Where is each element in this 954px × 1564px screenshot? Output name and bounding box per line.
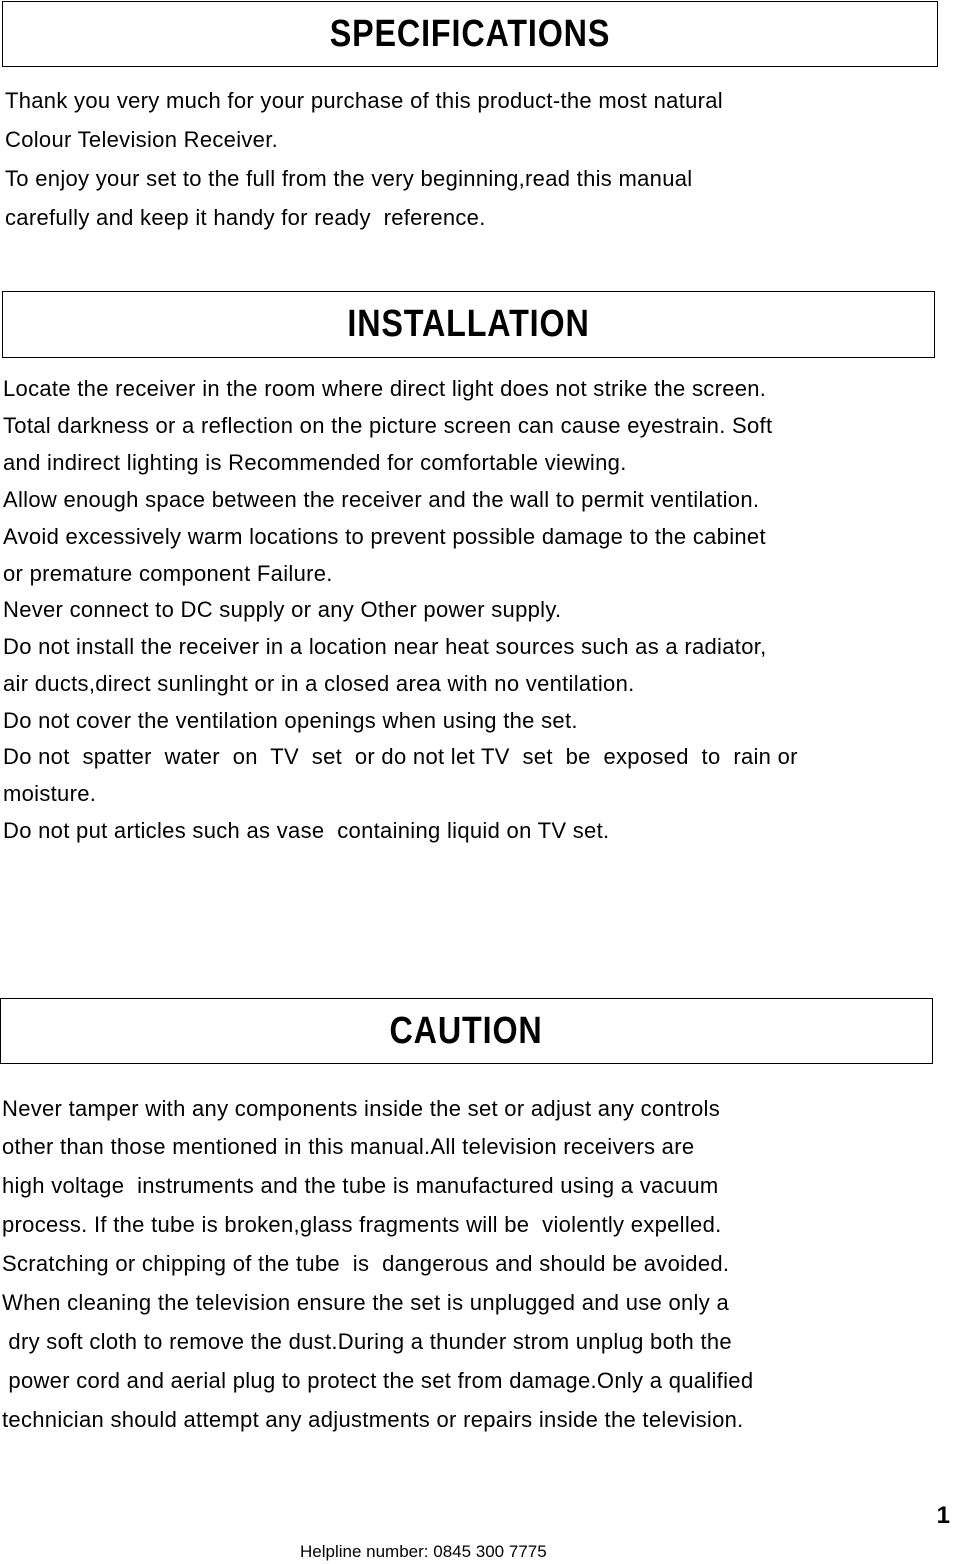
- installation-line: Never connect to DC supply or any Other power supply.: [3, 597, 562, 622]
- installation-line: moisture.: [3, 781, 97, 806]
- caution-header-box: [0, 998, 933, 1064]
- caution-line: Scratching or chipping of the tube is dangerous and should be avoided.: [2, 1251, 730, 1276]
- caution-line: other than those mentioned in this manual.All television receivers are: [2, 1134, 695, 1159]
- specifications-line: carefully and keep it handy for ready reference.: [5, 205, 486, 230]
- installation-line: Do not install the receiver in a location near heat sources such as a radiator,: [3, 634, 767, 659]
- installation-line: Avoid excessively warm locations to prevent possible damage to the cabinet: [3, 524, 766, 549]
- specifications-line: Thank you very much for your purchase of this product-the most natural: [5, 88, 723, 113]
- caution-line: power cord and aerial plug to protect the set from damage.Only a qualified: [2, 1368, 754, 1393]
- installation-line: Do not put articles such as vase containing liquid on TV set.: [3, 818, 610, 843]
- installation-line: Total darkness or a reflection on the picture screen can cause eyestrain. Soft: [3, 413, 773, 438]
- installation-header-box: [2, 291, 935, 358]
- specifications-line: To enjoy your set to the full from the very beginning,read this manual: [5, 166, 693, 191]
- specifications-header-box: [2, 1, 938, 67]
- caution-line: When cleaning the television ensure the set is unplugged and use only a: [2, 1290, 729, 1315]
- specifications-title: SPECIFICATIONS: [329, 12, 611, 55]
- installation-line: Allow enough space between the receiver and the wall to permit ventilation.: [3, 487, 760, 512]
- caution-line: dry soft cloth to remove the dust.During a thunder strom unplug both the: [2, 1329, 732, 1354]
- caution-line: process. If the tube is broken,glass fragments will be violently expelled.: [2, 1212, 722, 1237]
- page-number: 1: [936, 1502, 950, 1529]
- installation-line: air ducts,direct sunlinght or in a closed area with no ventilation.: [3, 671, 635, 696]
- installation-line: Do not spatter water on TV set or do not let TV set be exposed to rain or: [3, 744, 798, 769]
- caution-line: Never tamper with any components inside the set or adjust any controls: [2, 1096, 721, 1121]
- helpline-text: Helpline number: 0845 300 7775: [300, 1542, 547, 1561]
- installation-title: INSTALLATION: [347, 303, 590, 345]
- installation-line: and indirect lighting is Recommended for comfortable viewing.: [3, 450, 627, 475]
- caution-line: high voltage instruments and the tube is manufactured using a vacuum: [2, 1173, 719, 1198]
- installation-line: Do not cover the ventilation openings when using the set.: [3, 708, 578, 733]
- specifications-line: Colour Television Receiver.: [5, 127, 279, 152]
- installation-line: Locate the receiver in the room where direct light does not strike the screen.: [3, 376, 767, 401]
- installation-line: or premature component Failure.: [3, 561, 333, 586]
- caution-title: CAUTION: [389, 1009, 544, 1052]
- caution-line: technician should attempt any adjustments or repairs inside the television.: [2, 1407, 744, 1432]
